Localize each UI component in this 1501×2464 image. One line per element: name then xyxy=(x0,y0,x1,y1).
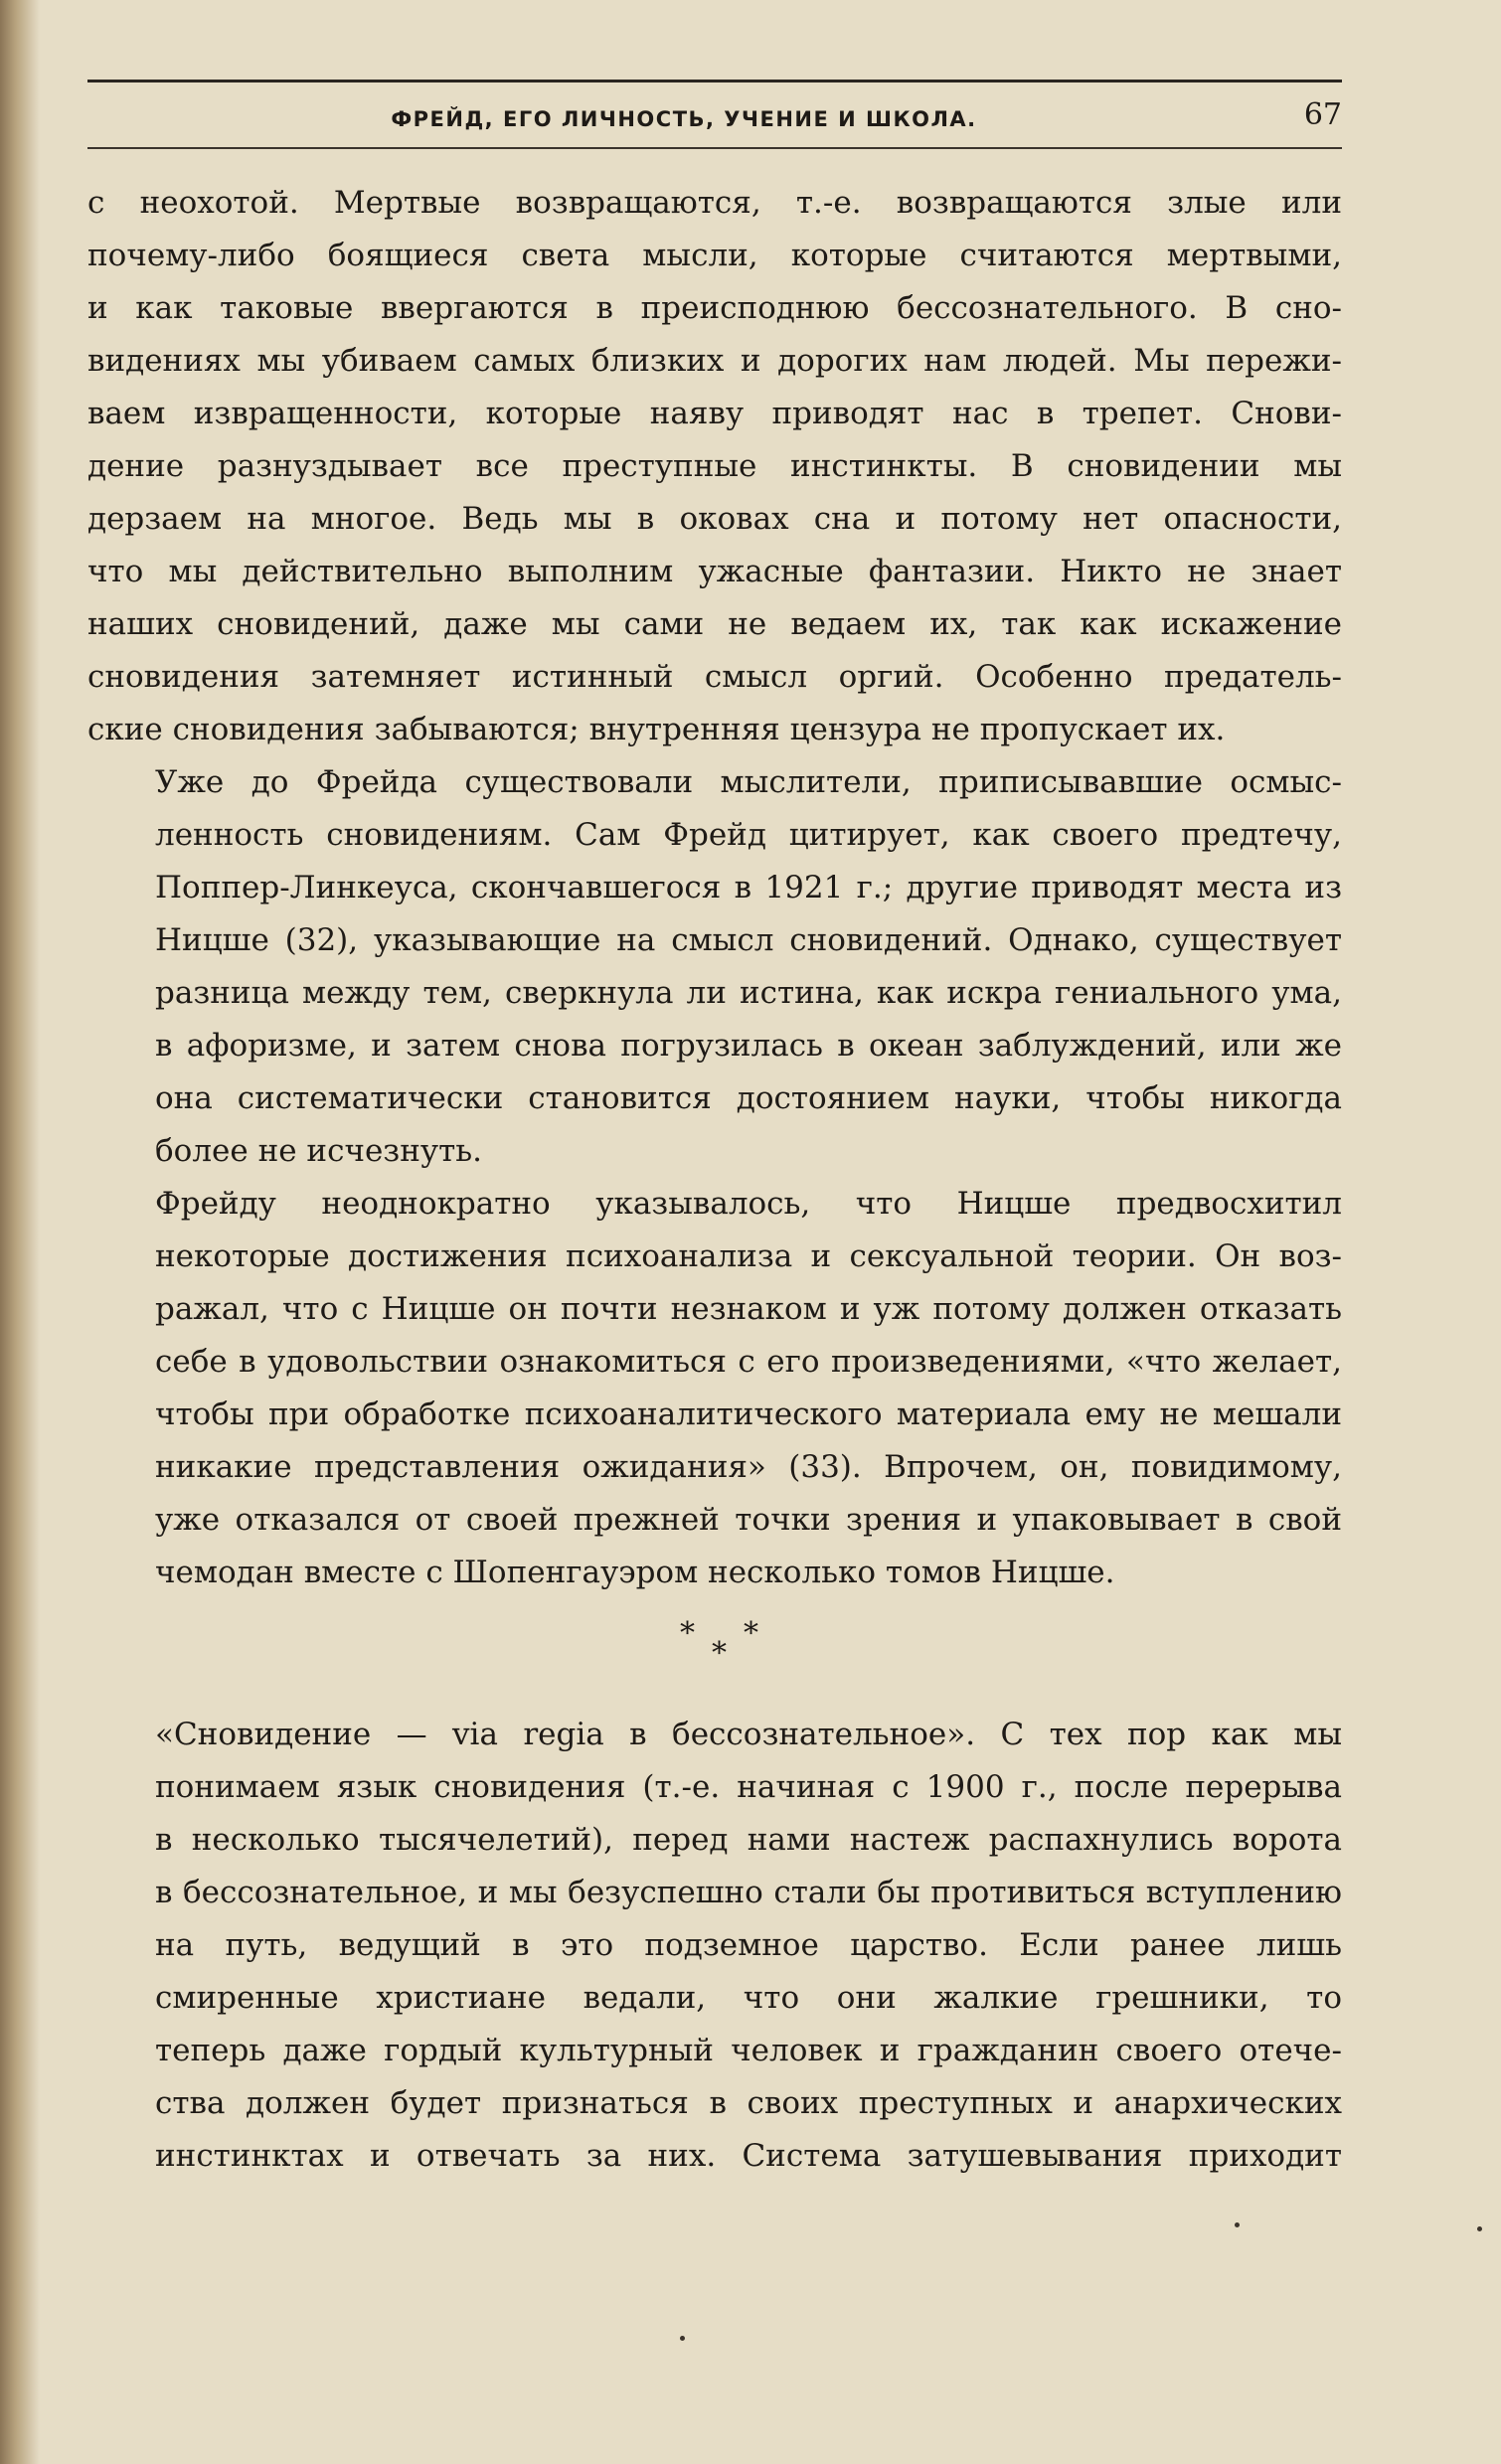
text-line: уже отказался от своей прежней точки зрения и упаковывает в свой xyxy=(155,1502,1342,1538)
text-line: чтобы при обработке психоаналитического материала ему не мешали xyxy=(155,1396,1342,1432)
text-line: ражал, что с Ницше он почти незнаком и уж потому должен отказать xyxy=(155,1291,1342,1327)
text-line: смиренные христиане ведали, что они жалкие грешники, то xyxy=(155,1980,1342,2016)
header-rule xyxy=(87,147,1342,149)
text-line: чемодан вместе с Шопенгауэром несколько томов Ницше. xyxy=(155,1555,1115,1590)
section-asterism xyxy=(87,1599,1342,1709)
text-line: почему-либо боящиеся света мысли, которые считаются мертвыми, xyxy=(87,238,1342,273)
body-text xyxy=(87,177,1342,2183)
text-line: ства должен будет признаться в своих преступных и анархических xyxy=(155,2085,1342,2121)
text-line: некоторые достижения психоанализа и сексуальной теории. Он воз- xyxy=(155,1238,1342,1274)
running-head: ФРЕЙД, ЕГО ЛИЧНОСТЬ, УЧЕНИЕ И ШКОЛА. xyxy=(391,107,977,131)
top-rule xyxy=(87,80,1342,82)
text-line: понимаем язык сновидения (т.-е. начиная с 1900 г., после перерыва xyxy=(155,1769,1342,1805)
text-line: сновидения затемняет истинный смысл оргий. Особенно предатель- xyxy=(87,659,1342,695)
paper-speck xyxy=(680,2336,685,2341)
text-line: разница между тем, сверкнула ли истина, как искра гениального ума, xyxy=(155,975,1342,1011)
text-line: более не исчезнуть. xyxy=(155,1133,482,1169)
text-line: инстинктах и отвечать за них. Система затушевывания приходит xyxy=(155,2138,1342,2174)
book-spine-shadow xyxy=(0,0,40,2464)
text-line: она систематически становится достоянием науки, чтобы никогда xyxy=(155,1080,1342,1116)
paper-speck xyxy=(1477,2226,1482,2231)
text-line: ваем извращенности, которые наяву приводят нас в трепет. Снови- xyxy=(87,396,1342,431)
paragraph-2 xyxy=(87,756,1342,1178)
asterisk: * xyxy=(680,1616,695,1651)
text-line: наших сновидений, даже мы сами не ведаем их, так как искажение xyxy=(87,606,1342,642)
paragraph-4 xyxy=(87,1709,1342,2183)
paragraph-3 xyxy=(87,1178,1342,1599)
text-line: дерзаем на многое. Ведь мы в оковах сна и потому нет опасности, xyxy=(87,501,1342,537)
text-line: Фрейду неоднократно указывалось, что Ницше предвосхитил xyxy=(155,1186,1342,1222)
asterisk: * xyxy=(712,1636,727,1671)
page-number: 67 xyxy=(1303,97,1342,132)
paper-speck xyxy=(1235,2222,1240,2227)
text-line: что мы действительно выполним ужасные фантазии. Никто не знает xyxy=(87,554,1342,589)
text-line: теперь даже гордый культурный человек и гражданин своего отече- xyxy=(155,2033,1342,2068)
text-line: видениях мы убиваем самых близких и дорогих нам людей. Мы пережи- xyxy=(87,343,1342,379)
text-line: дение разнуздывает все преступные инстинкты. В сновидении мы xyxy=(87,448,1342,484)
text-line: Уже до Фрейда существовали мыслители, приписывавшие осмыс- xyxy=(155,764,1342,800)
text-line: ленность сновидениям. Сам Фрейд цитирует, как своего предтечу, xyxy=(155,817,1342,853)
book-page xyxy=(87,80,1342,2445)
text-line: в несколько тысячелетий), перед нами настеж распахнулись ворота xyxy=(155,1822,1342,1858)
text-line: в бессознательное, и мы безуспешно стали бы противиться вступлению xyxy=(155,1875,1342,1910)
text-line: «Сновидение — via regia в бессознательное». С тех пор как мы xyxy=(155,1717,1342,1752)
paragraph-1 xyxy=(87,177,1342,756)
text-line: и как таковые ввергаются в преисподнюю бессознательного. В сно- xyxy=(87,290,1342,326)
page-header xyxy=(87,89,1342,133)
text-line: никакие представления ожидания» (33). Впрочем, он, повидимому, xyxy=(155,1449,1342,1485)
text-line: ские сновидения забываются; внутренняя цензура не пропускает их. xyxy=(87,712,1226,747)
text-line: на путь, ведущий в это подземное царство. Если ранее лишь xyxy=(155,1927,1342,1963)
text-line: Поппер-Линкеуса, скончавшегося в 1921 г.; другие приводят места из xyxy=(155,870,1342,905)
text-line: в афоризме, и затем снова погрузилась в океан заблуждений, или же xyxy=(155,1028,1342,1064)
text-line: себе в удовольствии ознакомиться с его произведениями, «что желает, xyxy=(155,1344,1342,1380)
asterisk: * xyxy=(744,1616,758,1651)
text-line: Ницше (32), указывающие на смысл сновидений. Однако, существует xyxy=(155,922,1342,958)
text-line: с неохотой. Мертвые возвращаются, т.-е. возвращаются злые или xyxy=(87,185,1342,221)
